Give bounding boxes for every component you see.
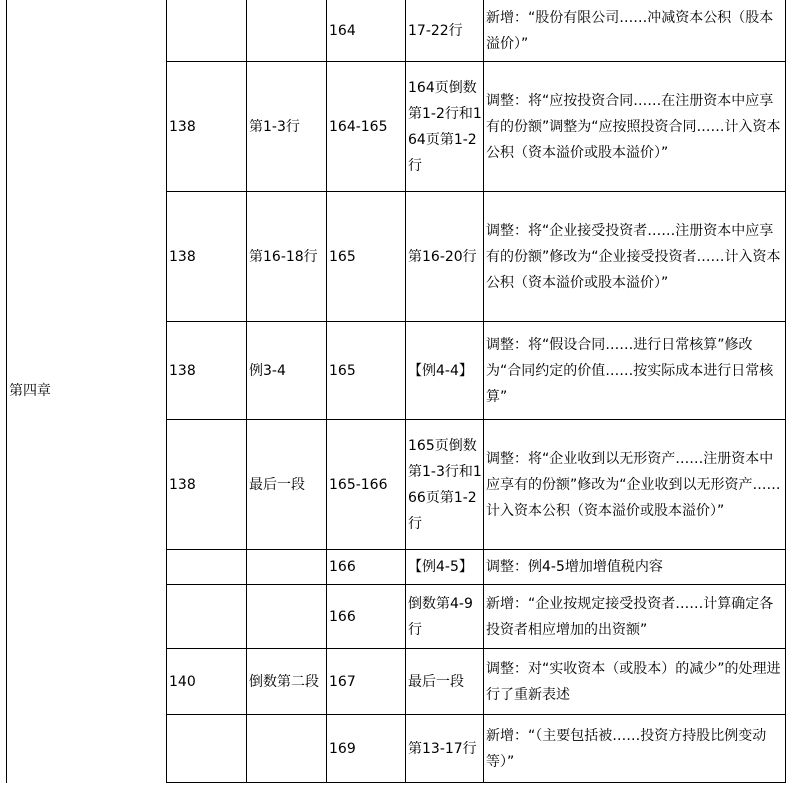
new-location-cell: 17-22行: [406, 0, 484, 62]
new-location-cell: 倒数第4-9行: [406, 585, 484, 649]
new-page-cell: 166: [327, 585, 406, 649]
old-location-cell: [247, 0, 327, 62]
new-location-cell: 第16-20行: [406, 192, 484, 322]
old-page-cell: 138: [167, 192, 247, 322]
new-page-cell: 165: [327, 192, 406, 322]
old-page-cell: 138: [167, 420, 247, 550]
change-note-cell: 调整：将“企业接受投资者……注册资本中应享有的份额”修改为“企业接受投资者……计入资本公积（资本溢价或股本溢价）”: [484, 192, 786, 322]
old-page-cell: 140: [167, 649, 247, 715]
old-location-cell: [247, 585, 327, 649]
new-page-cell: 169: [327, 715, 406, 783]
old-location-cell: 例3-4: [247, 322, 327, 420]
change-note-cell: 调整：将“假设合同……进行日常核算”修改为“合同约定的价值……按实际成本进行日常核算”: [484, 322, 786, 420]
new-page-cell: 166: [327, 550, 406, 585]
change-note-cell: 调整：将“应按投资合同……在注册资本中应享有的份额”调整为“应按照投资合同……计入资本公积（资本溢价或股本溢价）”: [484, 62, 786, 192]
new-page-cell: 164-165: [327, 62, 406, 192]
new-location-cell: 164页倒数第1-2行和164页第1-2行: [406, 62, 484, 192]
chapter-cell: 第四章: [7, 0, 167, 783]
new-page-cell: 165: [327, 322, 406, 420]
old-page-cell: 138: [167, 62, 247, 192]
old-page-cell: [167, 550, 247, 585]
change-note-cell: 新增：“股份有限公司……冲减资本公积（股本溢价）”: [484, 0, 786, 62]
revision-table: [6, 0, 786, 783]
old-page-cell: [167, 585, 247, 649]
old-location-cell: [247, 550, 327, 585]
change-note-cell: 调整：对“实收资本（或股本）的减少”的处理进行了重新表述: [484, 649, 786, 715]
old-page-cell: 138: [167, 322, 247, 420]
change-note-cell: 调整：将“企业收到以无形资产……注册资本中应享有的份额”修改为“企业收到以无形资产……计入资本公积（资本溢价或股本溢价）”: [484, 420, 786, 550]
old-location-cell: 最后一段: [247, 420, 327, 550]
new-page-cell: 165-166: [327, 420, 406, 550]
new-location-cell: 【例4-5】: [406, 550, 484, 585]
table-row: [7, 0, 786, 62]
new-page-cell: 164: [327, 0, 406, 62]
old-location-cell: 第1-3行: [247, 62, 327, 192]
change-note-cell: 调整：例4-5增加增值税内容: [484, 550, 786, 585]
new-page-cell: 167: [327, 649, 406, 715]
old-page-cell: [167, 0, 247, 62]
new-location-cell: 【例4-4】: [406, 322, 484, 420]
old-location-cell: 第16-18行: [247, 192, 327, 322]
old-location-cell: [247, 715, 327, 783]
new-location-cell: 165页倒数第1-3行和166页第1-2行: [406, 420, 484, 550]
old-location-cell: 倒数第二段: [247, 649, 327, 715]
change-note-cell: 新增：“（主要包括被……投资方持股比例变动等）”: [484, 715, 786, 783]
new-location-cell: 第13-17行: [406, 715, 484, 783]
new-location-cell: 最后一段: [406, 649, 484, 715]
old-page-cell: [167, 715, 247, 783]
change-note-cell: 新增：“企业按规定接受投资者……计算确定各投资者相应增加的出资额”: [484, 585, 786, 649]
